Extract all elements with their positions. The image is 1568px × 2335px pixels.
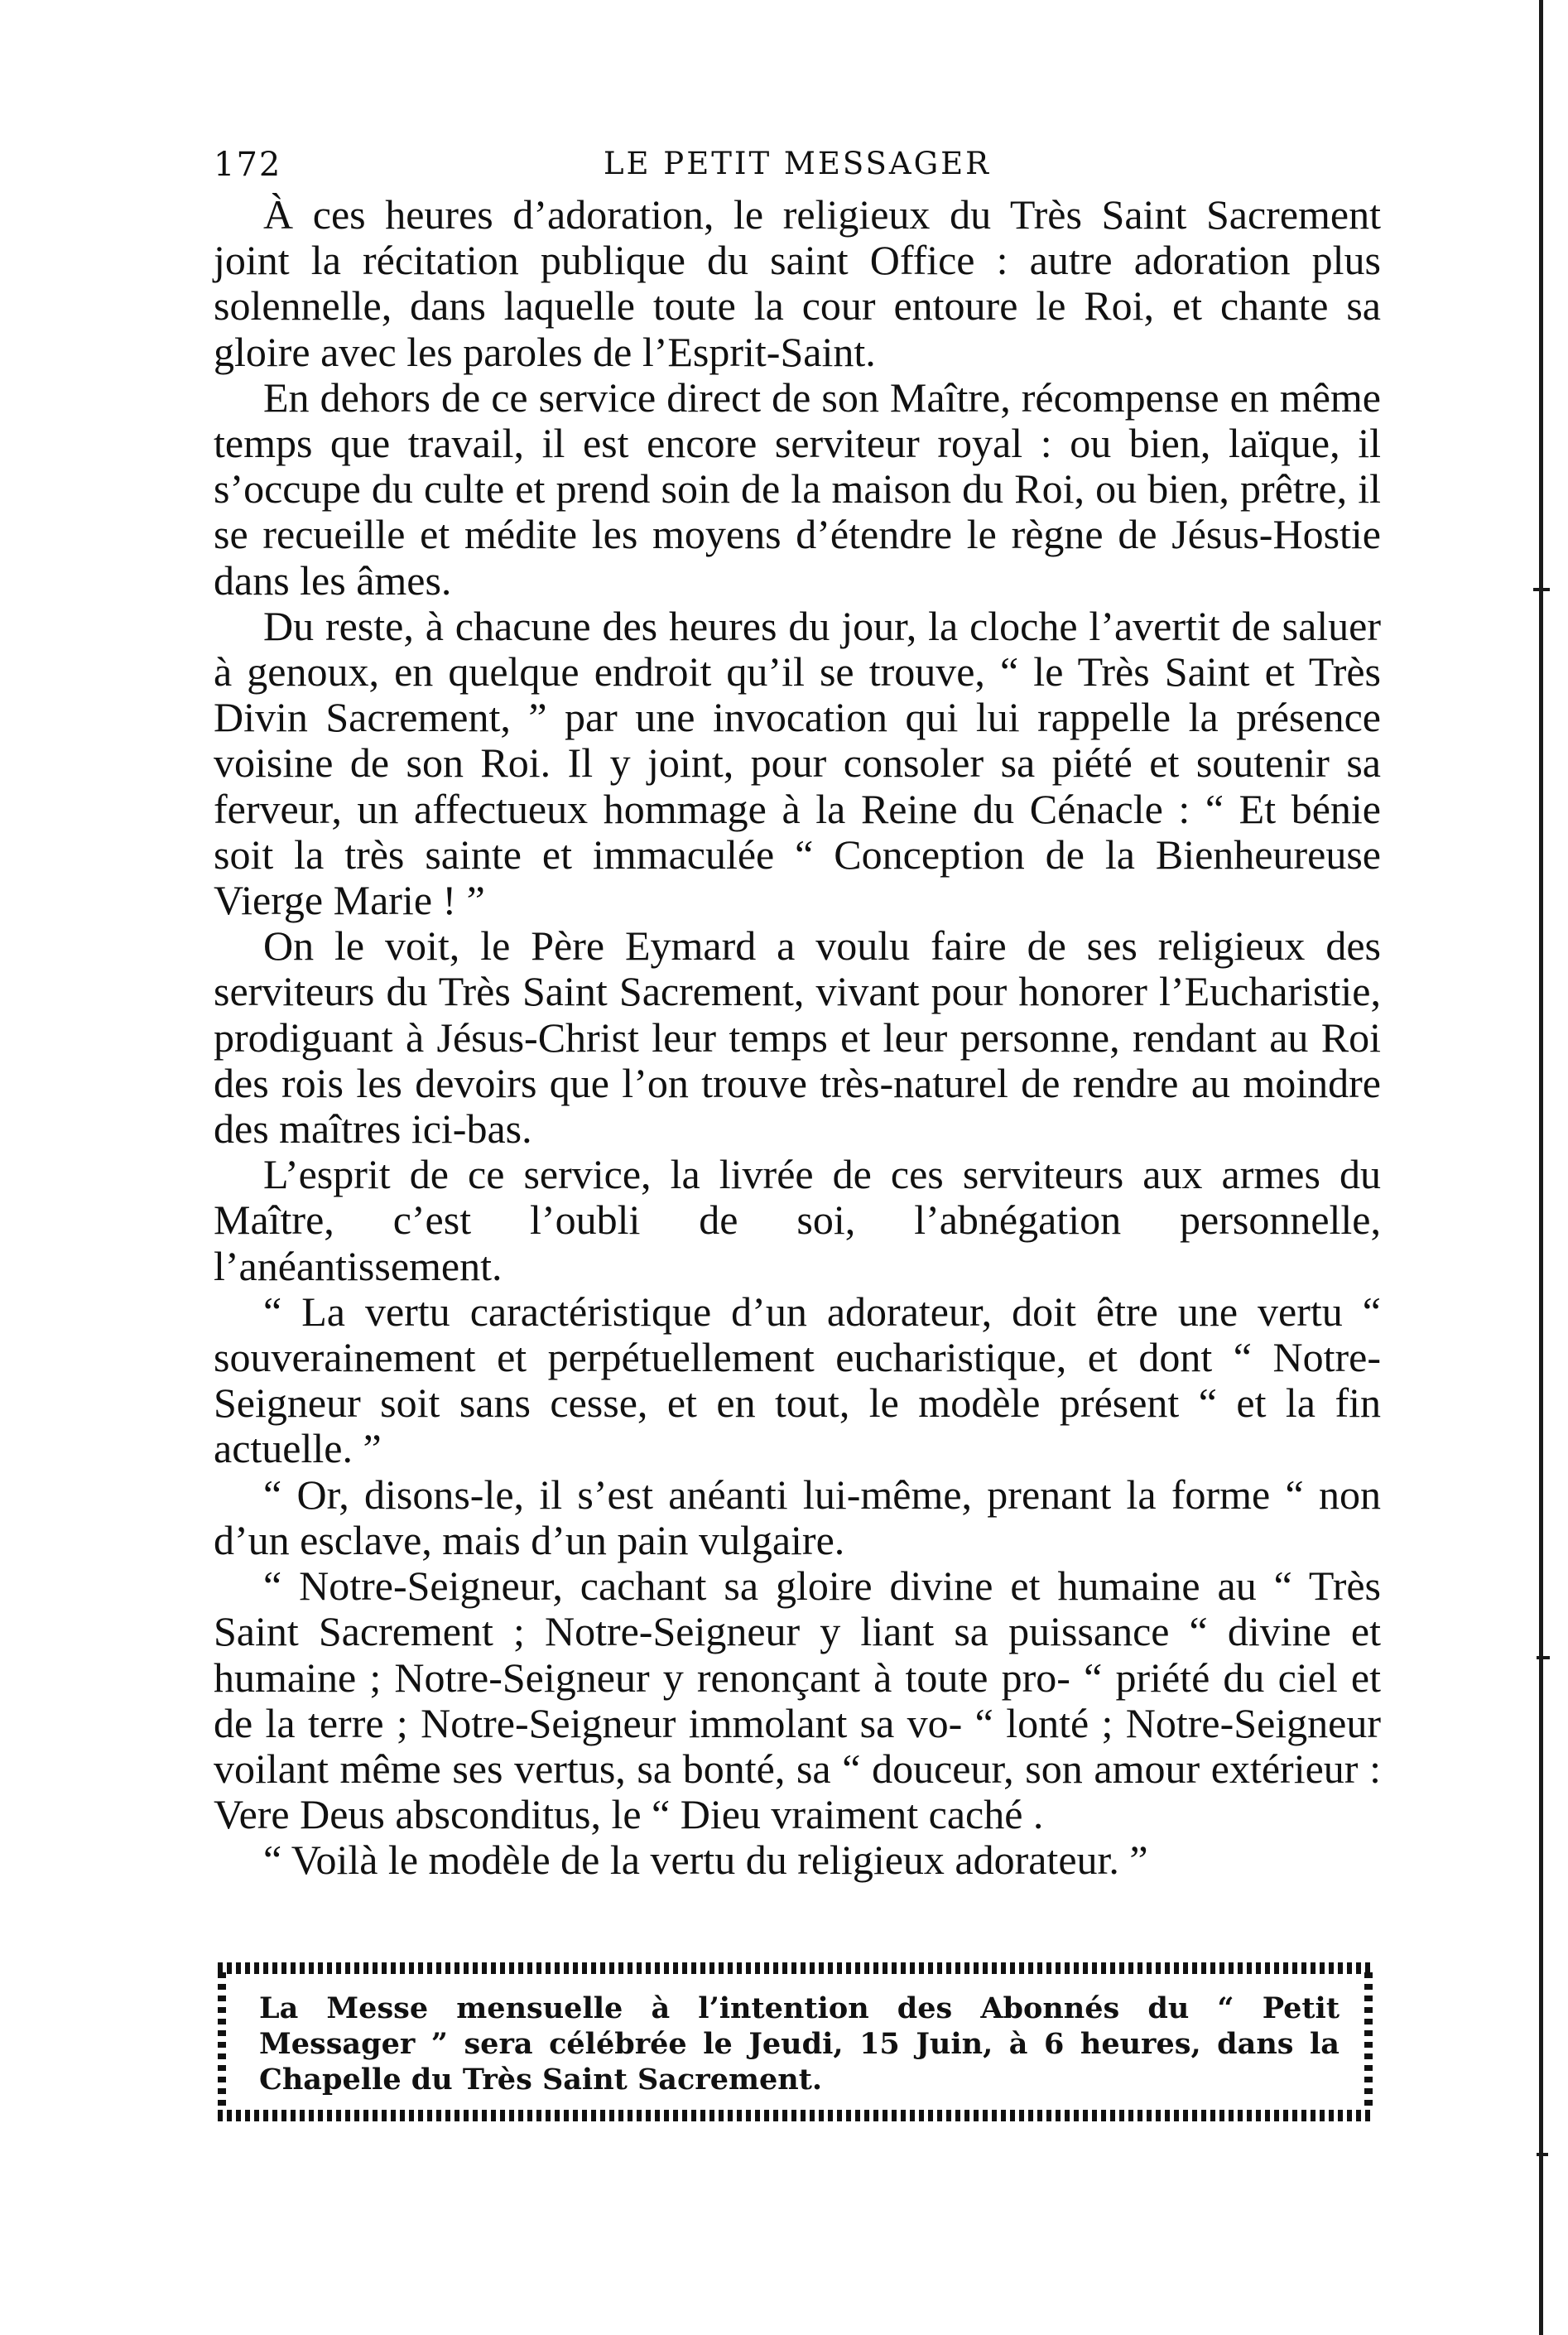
- quote-model-of-virtue: “ Voilà le modèle de la vertu du religieux adorateur. ”: [263, 1837, 1148, 1884]
- quote-characteristic-virtue: “ La vertu caractéristique d’un adorateur, doit être une vertu “ souverainement et perpétuellement eucharistique, et dont “ Notre-Seigneur soit sans cesse, et en tout, le modèle présent “ et la fin actuelle. ”: [214, 1288, 1381, 1472]
- mass-notice-text: La Messe mensuelle à l’intention des Abonnés du “ Petit Messager ” sera célébrée le Jeudi, 15 Juin, à 6 heures, dans la Chapelle du Très Saint Sacrement.: [259, 1991, 1340, 2097]
- paragraph-spirit-of-service: L’esprit de ce service, la livrée de ces serviteurs aux armes du Maître, c’est l’oubli de soi, l’abnégation personnelle, l’anéantissement.: [214, 1151, 1381, 1289]
- paragraph-adoration-hours: À ces heures d’adoration, le religieux du Très Saint Sacrement joint la récitation publique du saint Office : autre adoration plus solennelle, dans laquelle toute la cour entoure le Roi, et chante sa gloire avec les paroles de l’Esprit-Saint.: [214, 191, 1381, 375]
- quote-annihilated: “ Or, disons-le, il s’est anéanti lui-même, prenant la forme “ non d’un esclave, mais d’un pain vulgaire.: [214, 1471, 1381, 1563]
- notice-border-bottom: [218, 2110, 1373, 2121]
- binding-edge-rule: [1539, 0, 1543, 2335]
- page-number: 172: [214, 146, 282, 184]
- paragraph-bell-invocation: Du reste, à chacune des heures du jour, la cloche l’avertit de saluer à genoux, en quelque endroit qu’il se trouve, “ le Très Saint et Très Divin Sacrement, ” par une invocation qui lui rappelle la présence voisine de son Roi. Il y joint, pour consoler sa piété et soutenir sa ferveur, un affectueux hommage à la Reine du Cénacle : “ Et bénie soit la très sainte et immaculée “ Conception de la Bienheureuse Vierge Marie ! ”: [214, 602, 1381, 924]
- notice-border-right: [1364, 1972, 1373, 2111]
- paragraph-royal-servant: En dehors de ce service direct de son Maître, récompense en même temps que travail, il est encore serviteur royal : ou bien, laïque, il s’occupe du culte et prend soin de la maison du Roi, ou bien, prêtre, il se recueille et médite les moyens d’étendre le règne de Jésus-Hostie dans les âmes.: [214, 373, 1381, 604]
- paragraph-pere-eymard: On le voit, le Père Eymard a voulu faire de ses religieux des serviteurs du Très Saint Sacrement, vivant pour honorer l’Eucharistie, prodiguant à Jésus-Christ leur temps et leur personne, rendant au Roi des rois les devoirs que l’on trouve très-naturel de rendre au moindre des maîtres ici-bas.: [214, 922, 1381, 1153]
- binding-edge-tick: [1537, 1656, 1550, 1659]
- notice-border-top: [218, 1962, 1373, 1974]
- quote-hidden-glory: “ Notre-Seigneur, cachant sa gloire divine et humaine au “ Très Saint Sacrement ; Notre-Seigneur y liant sa puissance “ divine et humaine ; Notre-Seigneur y renonçant à toute pro- “ priété du ciel et de la terre ; Notre-Seigneur immolant sa vo- “ lonté ; Notre-Seigneur voilant même ses vertus, sa bonté, sa “ douceur, son amour extérieur : Vere Deus absconditus, le “ Dieu vraiment caché .: [214, 1562, 1381, 1838]
- page-header: [214, 146, 1381, 192]
- binding-edge-tick: [1537, 2153, 1548, 2156]
- mass-notice-box: [218, 1962, 1373, 2121]
- binding-edge-tick: [1533, 588, 1550, 591]
- running-title: LE PETIT MESSAGER: [603, 146, 992, 181]
- notice-border-left: [218, 1972, 226, 2111]
- body-text: [214, 192, 1381, 1884]
